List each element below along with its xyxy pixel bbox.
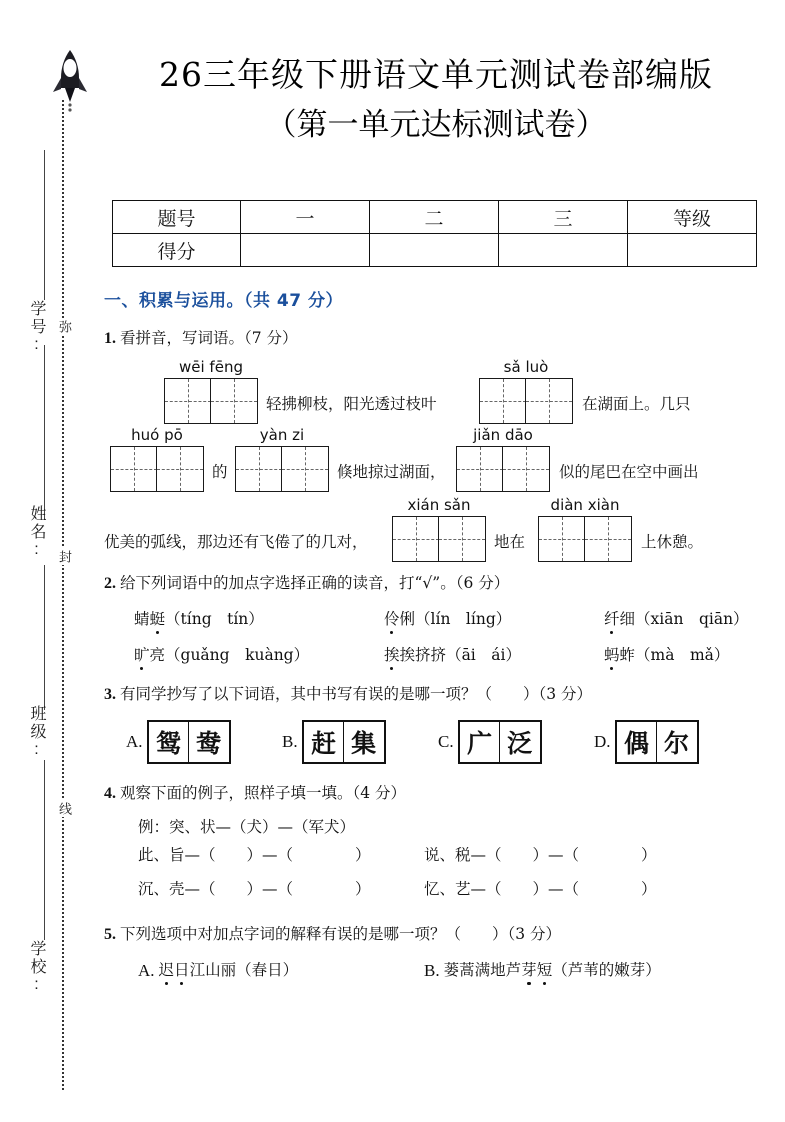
question-3-prompt bbox=[104, 681, 776, 708]
seal-dotted-line bbox=[62, 100, 64, 1090]
q1-text-mid-3: 地在 bbox=[494, 533, 526, 551]
q1-text-end-1: 在湖面上。几只 bbox=[582, 395, 691, 413]
score-table-col-2: 二 bbox=[370, 201, 499, 234]
score-table-col-3: 三 bbox=[499, 201, 628, 234]
q1-text-end-3: 上休憩。 bbox=[641, 533, 704, 551]
q3-char-D1: 尔 bbox=[656, 722, 697, 762]
question-1-text: 看拼音，写词语。（7 分） bbox=[120, 329, 298, 347]
q3-char-B0: 赶 bbox=[311, 729, 337, 758]
q3-label-A: A. bbox=[126, 732, 143, 751]
q3-wordbox-C bbox=[458, 720, 542, 764]
q2-word-2: 纤细 bbox=[604, 610, 635, 628]
q2-item-2[interactable] bbox=[604, 607, 749, 629]
score-table-col-1: 一 bbox=[241, 201, 370, 234]
page-title: 26三年级下册语文单元测试卷部编版 bbox=[159, 55, 713, 94]
q5-text-A: 迟日江山丽（春日） bbox=[159, 961, 299, 979]
q1-pinyin-huopo: huó pō bbox=[131, 426, 183, 444]
q3-option-C[interactable] bbox=[438, 720, 542, 764]
q1-text-lead-3: 优美的弧线，那边还有飞倦了的几对， bbox=[104, 533, 368, 551]
score-table-label-number: 题号 bbox=[113, 201, 241, 234]
question-4-number: 4. bbox=[104, 785, 116, 802]
q3-label-B: B. bbox=[282, 732, 298, 751]
field-class: 班级: bbox=[28, 705, 45, 760]
q4-blank-right-1[interactable]: 说、税—（ ）—（ ） bbox=[424, 846, 657, 864]
question-5-text: 下列选项中对加点字词的解释有误的是哪一项？（ ）（3 分） bbox=[120, 925, 562, 943]
score-cell-3[interactable] bbox=[499, 234, 628, 267]
q2-opts-4: （āi ái） bbox=[446, 646, 521, 664]
score-table bbox=[112, 200, 757, 267]
table-row bbox=[113, 201, 757, 234]
q3-char-A0: 鸳 bbox=[156, 729, 182, 758]
score-cell-grade[interactable] bbox=[628, 234, 757, 267]
q1-writebox-1[interactable] bbox=[164, 378, 258, 424]
q1-writebox-5[interactable] bbox=[456, 446, 550, 492]
q1-text-mid-2: 倏地掠过湖面， bbox=[337, 463, 446, 481]
page-subtitle: （第一单元达标测试卷） bbox=[265, 107, 607, 143]
q5-label-B: B. bbox=[424, 961, 440, 980]
score-cell-1[interactable] bbox=[241, 234, 370, 267]
title-block bbox=[100, 52, 772, 148]
q1-pinyin-xiansan: xián sǎn bbox=[407, 496, 471, 514]
q3-char-B1: 集 bbox=[343, 722, 384, 762]
section-header bbox=[104, 286, 776, 311]
seal-mark-feng: 封 bbox=[52, 548, 74, 565]
q2-word-5: 蚂蚱 bbox=[604, 646, 635, 664]
question-4-text: 观察下面的例子，照样子填一填。（4 分） bbox=[120, 784, 407, 802]
seal-mark-xian: 线 bbox=[52, 800, 74, 817]
q1-pinyin-yanzi: yàn zi bbox=[259, 426, 305, 444]
q3-wordbox-A bbox=[147, 720, 231, 764]
q1-line-3 bbox=[104, 494, 776, 564]
q4-blank-left-2[interactable]: 沉、壳—（ ）—（ ） bbox=[138, 880, 371, 898]
q3-wordbox-B bbox=[302, 720, 386, 764]
q2-opts-1: （lín líng） bbox=[415, 610, 512, 628]
question-3-options bbox=[104, 716, 776, 774]
exam-content bbox=[104, 286, 776, 994]
question-2-prompt bbox=[104, 570, 776, 597]
q3-option-D[interactable] bbox=[594, 720, 699, 764]
question-3-number: 3. bbox=[104, 686, 116, 703]
question-4-prompt bbox=[104, 780, 776, 807]
q1-text-end-2: 似的尾巴在空中画出 bbox=[559, 463, 699, 481]
field-student-id: 学号: bbox=[28, 300, 45, 355]
question-2-number: 2. bbox=[104, 575, 116, 592]
section-label: 一、积累与运用。 bbox=[104, 291, 244, 311]
q1-pinyin-weifeng: wēi fēng bbox=[179, 358, 243, 376]
q1-pinyin-saluo: sǎ luò bbox=[503, 358, 549, 376]
q2-word-0: 蜻蜓 bbox=[134, 610, 165, 628]
q1-text-mid-1: 轻拂柳枝，阳光透过枝叶 bbox=[266, 395, 437, 413]
score-table-col-grade: 等级 bbox=[628, 201, 757, 234]
q1-writebox-3[interactable] bbox=[110, 446, 204, 492]
q1-text-de: 的 bbox=[212, 463, 228, 481]
q2-item-1[interactable] bbox=[384, 607, 511, 629]
q1-pinyin-dianxian: diàn xiàn bbox=[550, 496, 620, 514]
q3-option-A[interactable] bbox=[126, 720, 231, 764]
field-school: 学校: bbox=[28, 940, 45, 995]
question-1-prompt bbox=[104, 325, 776, 352]
q2-word-1: 伶俐 bbox=[384, 610, 415, 628]
q3-char-D0: 偶 bbox=[624, 729, 650, 758]
seal-mark-mi: 弥 bbox=[52, 318, 74, 335]
question-5-prompt bbox=[104, 921, 776, 948]
q2-opts-2: （xiān qiān） bbox=[635, 610, 749, 628]
seal-rule-4 bbox=[44, 760, 45, 940]
question-3-text: 有同学抄写了以下词语，其中书写有误的是哪一项？（ ）（3 分） bbox=[120, 685, 593, 703]
q3-wordbox-D bbox=[615, 720, 699, 764]
q4-row-2 bbox=[104, 877, 776, 911]
q5-option-A[interactable] bbox=[138, 958, 298, 981]
q5-text-B: 蒌蒿满地芦芽短（芦苇的嫩芽） bbox=[444, 961, 661, 979]
q3-char-C1: 泛 bbox=[499, 722, 540, 762]
question-5-options bbox=[104, 958, 776, 994]
seal-sidebar bbox=[0, 0, 100, 1122]
q5-option-B[interactable] bbox=[424, 958, 661, 981]
q1-pinyin-jiandao: jiǎn dāo bbox=[473, 426, 533, 444]
q5-label-A: A. bbox=[138, 961, 155, 980]
q2-opts-0: （tíng tín） bbox=[165, 610, 264, 628]
q4-row-1 bbox=[104, 843, 776, 877]
q3-char-C0: 广 bbox=[467, 729, 493, 758]
q1-writebox-7[interactable] bbox=[538, 516, 632, 562]
question-2-text: 给下列词语中的加点字选择正确的读音，打“√”。（6 分） bbox=[120, 574, 510, 592]
seal-rule-3 bbox=[44, 565, 45, 710]
table-row bbox=[113, 234, 757, 267]
q2-item-3[interactable] bbox=[134, 643, 309, 665]
q2-opts-3: （guǎng kuàng） bbox=[165, 646, 310, 664]
q2-item-5[interactable] bbox=[604, 643, 729, 665]
q4-blank-left-1[interactable]: 此、旨—（ ）—（ ） bbox=[138, 846, 371, 864]
q3-char-A1: 鸯 bbox=[188, 722, 229, 762]
q4-example: 例：突、状—（犬）—（军犬） bbox=[138, 818, 356, 836]
q3-label-D: D. bbox=[594, 732, 611, 751]
section-score: （共 47 分） bbox=[244, 291, 343, 311]
q1-writebox-2[interactable] bbox=[479, 378, 573, 424]
q2-word-4: 挨挨挤挤 bbox=[384, 646, 446, 664]
q3-label-C: C. bbox=[438, 732, 454, 751]
seal-rule-1 bbox=[44, 150, 45, 300]
q3-option-B[interactable] bbox=[282, 720, 386, 764]
q1-line-1 bbox=[104, 356, 776, 426]
q2-item-0[interactable] bbox=[134, 607, 264, 629]
question-5-number: 5. bbox=[104, 926, 116, 943]
score-cell-2[interactable] bbox=[370, 234, 499, 267]
question-1-number: 1. bbox=[104, 330, 116, 347]
q2-item-4[interactable] bbox=[384, 643, 521, 665]
question-2-items bbox=[104, 607, 776, 681]
score-table-label-score: 得分 bbox=[113, 234, 241, 267]
rocket-icon bbox=[48, 48, 92, 114]
field-student-name: 姓名: bbox=[28, 505, 45, 560]
seal-rule-2 bbox=[44, 345, 45, 520]
q2-word-3: 旷亮 bbox=[134, 646, 165, 664]
q1-line-2 bbox=[104, 426, 776, 494]
q4-blank-right-2[interactable]: 忆、艺—（ ）—（ ） bbox=[424, 880, 657, 898]
q2-opts-5: （mà mǎ） bbox=[635, 646, 730, 664]
q1-writebox-4[interactable] bbox=[235, 446, 329, 492]
q1-writebox-6[interactable] bbox=[392, 516, 486, 562]
